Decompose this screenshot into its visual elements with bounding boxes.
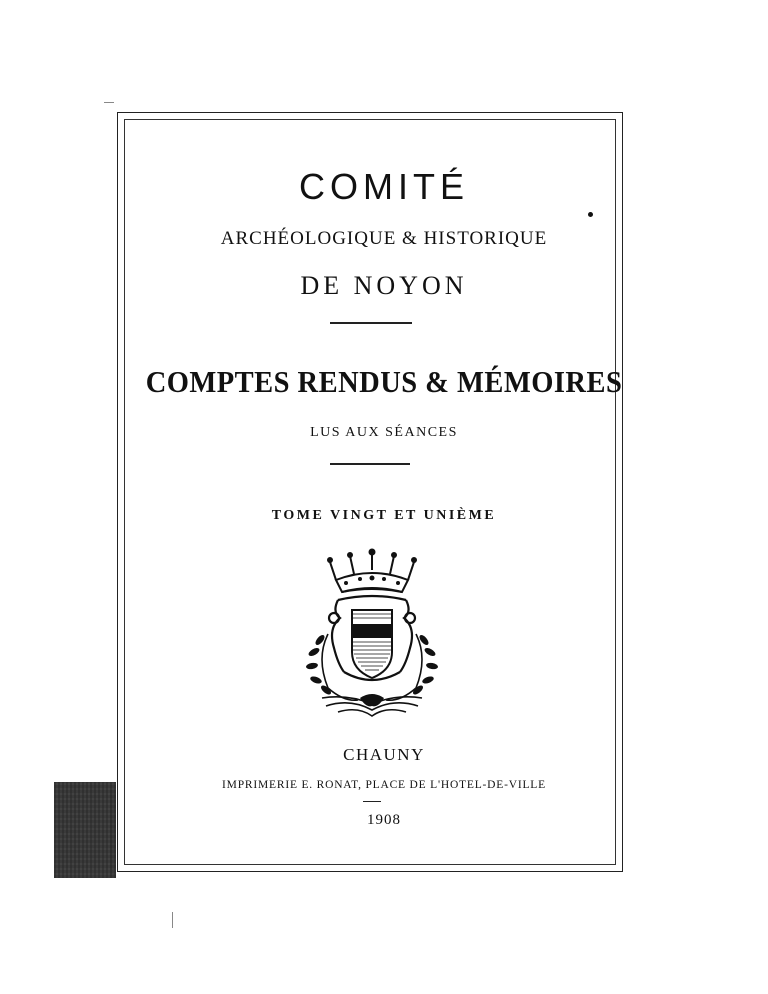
printer-imprint: IMPRIMERIE E. RONAT, PLACE DE L'HOTEL-DE-VILLE	[222, 779, 546, 791]
city: CHAUNY	[343, 745, 425, 764]
volume-label: TOME VINGT ET UNIÈME	[271, 508, 497, 523]
scan-speck	[172, 912, 173, 928]
publication-title: COMPTES RENDUS & MÉMOIRES	[145, 364, 623, 399]
scan-edge-stain	[54, 782, 116, 878]
publication-year: 1908	[367, 812, 401, 828]
ink-dot	[588, 212, 593, 217]
divider-rule-2	[330, 463, 410, 465]
committee-heading: COMITÉ	[299, 166, 469, 207]
committee-subheading: ARCHÉOLOGIQUE & HISTORIQUE	[220, 228, 548, 249]
divider-rule-3	[363, 801, 381, 802]
committee-place: DE NOYON	[300, 271, 468, 300]
publication-subtitle: LUS AUX SÉANCES	[310, 425, 458, 440]
scan-speck	[104, 102, 114, 103]
crowned-coat-of-arms-icon	[298, 548, 446, 720]
divider-rule-1	[330, 322, 412, 324]
